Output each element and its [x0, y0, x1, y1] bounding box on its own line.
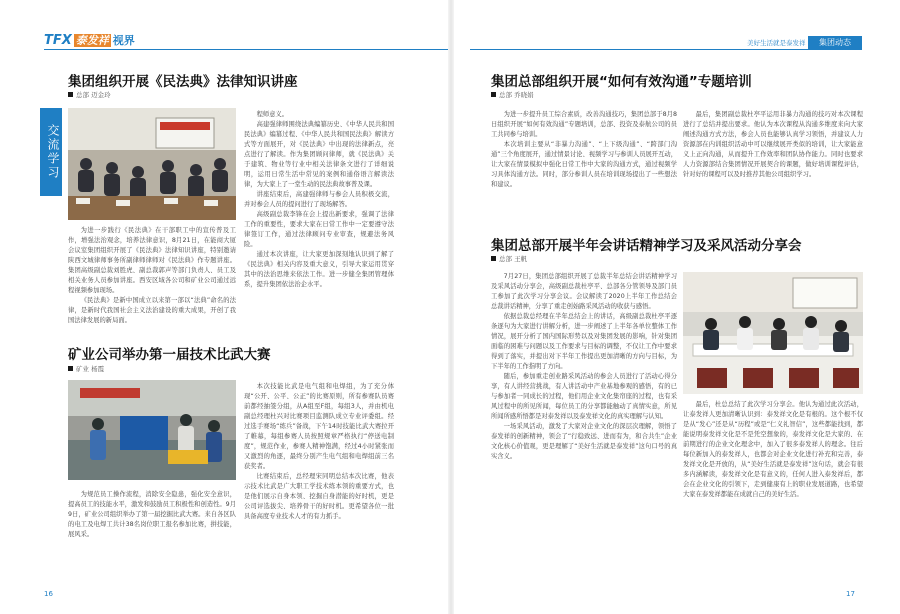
article2-col2-p1: 本次技能比武是电气组和电焊组，为了充分体现“公开、公平、公正”的比赛原则，所有参赛队员赛前都经抽签分组，从A组至F组，每组3人，并由机电副总经理杜兴对比赛项目监测队成立专业评委组。经过选手赛场“练兵”备战，下午14时技能比武大赛拉开了帷幕，每组参赛人员按照规章严格执行“停送电制度”，规范作业，参赛人精神饱满，经过4小时紧张而又激烈的角逐，最终分别产生电气组和电焊组前三名获奖者。: [244, 383, 394, 470]
side-tab: [40, 108, 62, 196]
article1-col2-p5: 通过本次讲座，让大家更加深刻地认识到了解了《民法典》相关内容及重大意义，引导大家运用贯穿其中的法治思维来依法工作。进一步健全集团管理体系，提升集团依法治企水平。: [244, 251, 394, 288]
meeting-scene-image: [683, 272, 863, 394]
competition-scene-image: [68, 380, 236, 480]
competition-photo: [68, 380, 236, 480]
byline-marker-icon: [491, 92, 496, 97]
article3-author: 总部 乔晓娟: [499, 91, 534, 99]
article2-title: 矿业公司举办第一届技术比武大赛: [68, 347, 271, 363]
article4-col2: [683, 400, 863, 584]
byline-marker-icon: [491, 256, 496, 261]
article1-col2: [244, 110, 394, 360]
page-number-right: 17: [846, 590, 855, 598]
article1-col2-p3: 讲座结束后，高建强律师与参会人员积极交流，并对参会人员的提问进行了现场解答。: [244, 191, 394, 208]
article4-col2-p1: 最后，杜总总结了此次学习分享会。他认为通过此次活动，让泰发祥人更加清晰认识到：泰发祥文化是有根的。这个根不仅是从“发心”还是从“历程”或是“仁义礼智信”，这些都能找到，都能说明泰发祥文化是不是凭空想象的，泰发祥文化是大家的、在前期进行的企业文化理念中，加入了很多泰发祥人的理念。往后每位新加入的泰发祥人，也都会对企业文化进行补充和完善，泰发祥文化是开放的，从“美好生活就是泰发祥”这句话，就会有很多内涵解读，泰发祥文化是有意义的，任何人进入泰发祥后，都会在企业文化的引领下，走到健康有上的职业发展道路，也希望大家在泰发祥都能在成就自己的美好生活。: [683, 401, 863, 498]
article1-col1: [68, 226, 236, 360]
byline-marker-icon: [68, 92, 73, 97]
article4-author: 总部 王帆: [499, 255, 528, 263]
article4-col1-p2: 依据总裁总经理在半年总结会上的讲话，高级副总裁杜亭平逐条逐句为大家进行讲解分析，进一步阐述了上半年各单位整体工作情况，展开分析了国内国际形势以及对集团发展的影响，针对集团面临的困难与问题以及工作要求与目标的调整，不仅让工作中要求得到了落实，并提出对下半年工作提出更加清晰的方向与目标，为下半年的工作指明了方向。: [491, 313, 677, 370]
lecture-photo: [68, 108, 236, 220]
page-number-left: 16: [44, 590, 53, 598]
side-tab-label: 交流学习: [46, 124, 60, 180]
article4-col1-p1: 7月27日，集团总部组织开展了总裁半年总结会讲话精神学习及采风活动分享会，高级副总裁杜亭平、总部各分管领导及部门员工参加了此次学习分享会议。会议解读了2020上半年工作总结会总裁讲话精神，分享了重走创始路采风活动的收获与感悟。: [491, 273, 677, 310]
header-rule-left: [44, 49, 450, 50]
article4-col1-p3: 随后，参加重走创业路采风活动的参会人员进行了活动心得分享，有人讲经营挑战，有人讲活动中产业基地参观的感悟，有的已与参加者一同成长的过程，他们用企业文化集帘座的过程，也有采风过程中的所见所闻，每位员工的分享都能触动了真情实意，所见所闻所感所悟都是对泰发祥以及泰发祥文化的真实理解与认知。: [491, 373, 677, 420]
byline-marker-icon: [68, 366, 73, 371]
article3-col1-p1: 为进一步提升员工综合素质，改善沟通技巧，集团总部于8月8日组织开展“如何有效沟通”专题培训，总部、投资及泰航公司的员工共同参与培训。: [491, 111, 677, 138]
article2-col1-p1: 为规范员工操作流程，消除安全隐患，强化安全意识，提高员工的技能水平，激发和鼓励员工积极性和创造性。9月9日，矿业公司组织举办了第一届挖掘比武大赛。来自各区队的电工及电焊工共计38名岗位职工报名参加比赛，拼技能，展风采。: [68, 491, 236, 538]
article1-author: 总部 迈金玲: [76, 91, 111, 99]
article4-title: 集团总部开展半年会讲话精神学习及采风活动分享会: [491, 238, 802, 254]
lecture-scene-image: [68, 108, 236, 220]
article3-col2-p1: 最后，集团副总裁杜亭平运用非暴力沟通的技巧对本次课程进行了总结并提出要求。他认为本次课程从沟通多维度来向大家阐述沟通方式方法，参会人员也能够认真学习领悟，并建议人力资源部在内训组织活动中可以继续展开类似的培训，让大家能意义上正向沟通，从而提升工作效率和团队协作能力。同时也要求人力资源部结合集团情况开展契合的课题，做好培训课程评估，针对好的课程可以及时推荐其他公司组织学习。: [683, 111, 863, 178]
article1-col1-p2: 《民法典》是新中国成立以来第一部以“法典”命名的法律，是新时代我国社会主义法治建设的重大成果，开创了我国法律发展的新局面。: [68, 297, 236, 324]
article2-col2: [244, 382, 394, 580]
article1-col2-p4: 高级副总裁李锋在会上提出新要求，强调了法律工作的重要性，要求大家在日常工作中一定要遵守法律签订工作，通过法律顾问专业审查，规避法务风险。: [244, 211, 394, 248]
section-tab: 集团动态: [808, 36, 862, 49]
article1-col2-p2: 高建强律师围绕法典编纂历史、《中华人民共和国民法典》编纂过程、《中华人民共和国民法典》解读方式等方面展开，对《民法典》中出现的法律新点，亮点进行了解读。作为集团顾问律师，就《民法典》关于建筑、物业等行业中相关法律条文进行了详细说明，运用日常生活中常见的案例和通俗语言解读法律，为大家上了一堂生动的民法典故事普及课。: [244, 121, 394, 188]
article4-col1: [491, 272, 677, 584]
article1-col1-p1: 为进一步践行《民法典》在干部职工中的宣传普及工作，增强法治观念，培养法律意识，8月21日，在能商大厦会议室集团组织开展了《民法典》法律知识讲座，特别邀请陕西文城律师事务所副律师律师对《民法典》作专题讲座。集团高级副总裁刘胜虎、副总裁郭声等部门负责人、员工及相关业务人员参加讲座。西安区域各公司和矿业公司通过远程视频参加现场。: [68, 227, 236, 294]
article3-col1: [491, 110, 677, 216]
article3-title: 集团总部组织开展“如何有效沟通”专题培训: [491, 74, 752, 90]
article3-byline: [491, 90, 534, 99]
logo-tfx: TFX: [44, 33, 72, 48]
article4-col1-p4: 一场采风活动，激发了大家对企业文化的深层次理解，领悟了泰发祥的创新精神，领会了“行稳致远、进而有为，和合共生”企业文化核心价值观，更是理解了“美好生活就是泰发祥”这句口号的真实含义。: [491, 423, 677, 460]
logo-brand: 泰发祥: [75, 34, 109, 47]
article1-title: 集团组织开展《民法典》法律知识讲座: [68, 74, 298, 90]
article2-col1: [68, 490, 236, 580]
logo-suffix: 视界: [112, 34, 135, 47]
page-gutter: [448, 0, 454, 614]
meeting-photo: [683, 272, 863, 394]
magazine-logo: [44, 34, 135, 48]
article2-author: 矿业 杨霞: [76, 365, 105, 373]
header-rule-right: [470, 49, 862, 50]
article1-col2-p1: 程师意义。: [256, 111, 289, 118]
article4-byline: [491, 254, 527, 263]
article2-col2-p2: 比赛结束后，总经理宋同明总结本次比赛，他表示技术比武是广大职工学技术练本领的重要方式，也是他们展示自身本领、挖掘自身潜能的好时机，更是公司评选拔尖、培养骨干的好时机。更希望各位一批具备高度专业技术人才的有力抓手。: [244, 473, 394, 520]
article1-byline: [68, 90, 111, 99]
header-slogan: 美好生活就是泰发祥: [747, 39, 806, 47]
article3-col1-p2: 本次培训主要从“非暴力沟通”、“上下级沟通”、“跨部门沟通”三个角度展开，通过情景讨论、视频学习与参训人员展开互动，让大家在情景模拟中强化日常工作中大家的沟通方式，通过视频学习具体沟通方法。同时，部分参训人员在培训现场提出了一些想法和建议。: [491, 141, 677, 188]
article3-col2: [683, 110, 863, 216]
article2-byline: [68, 364, 104, 373]
